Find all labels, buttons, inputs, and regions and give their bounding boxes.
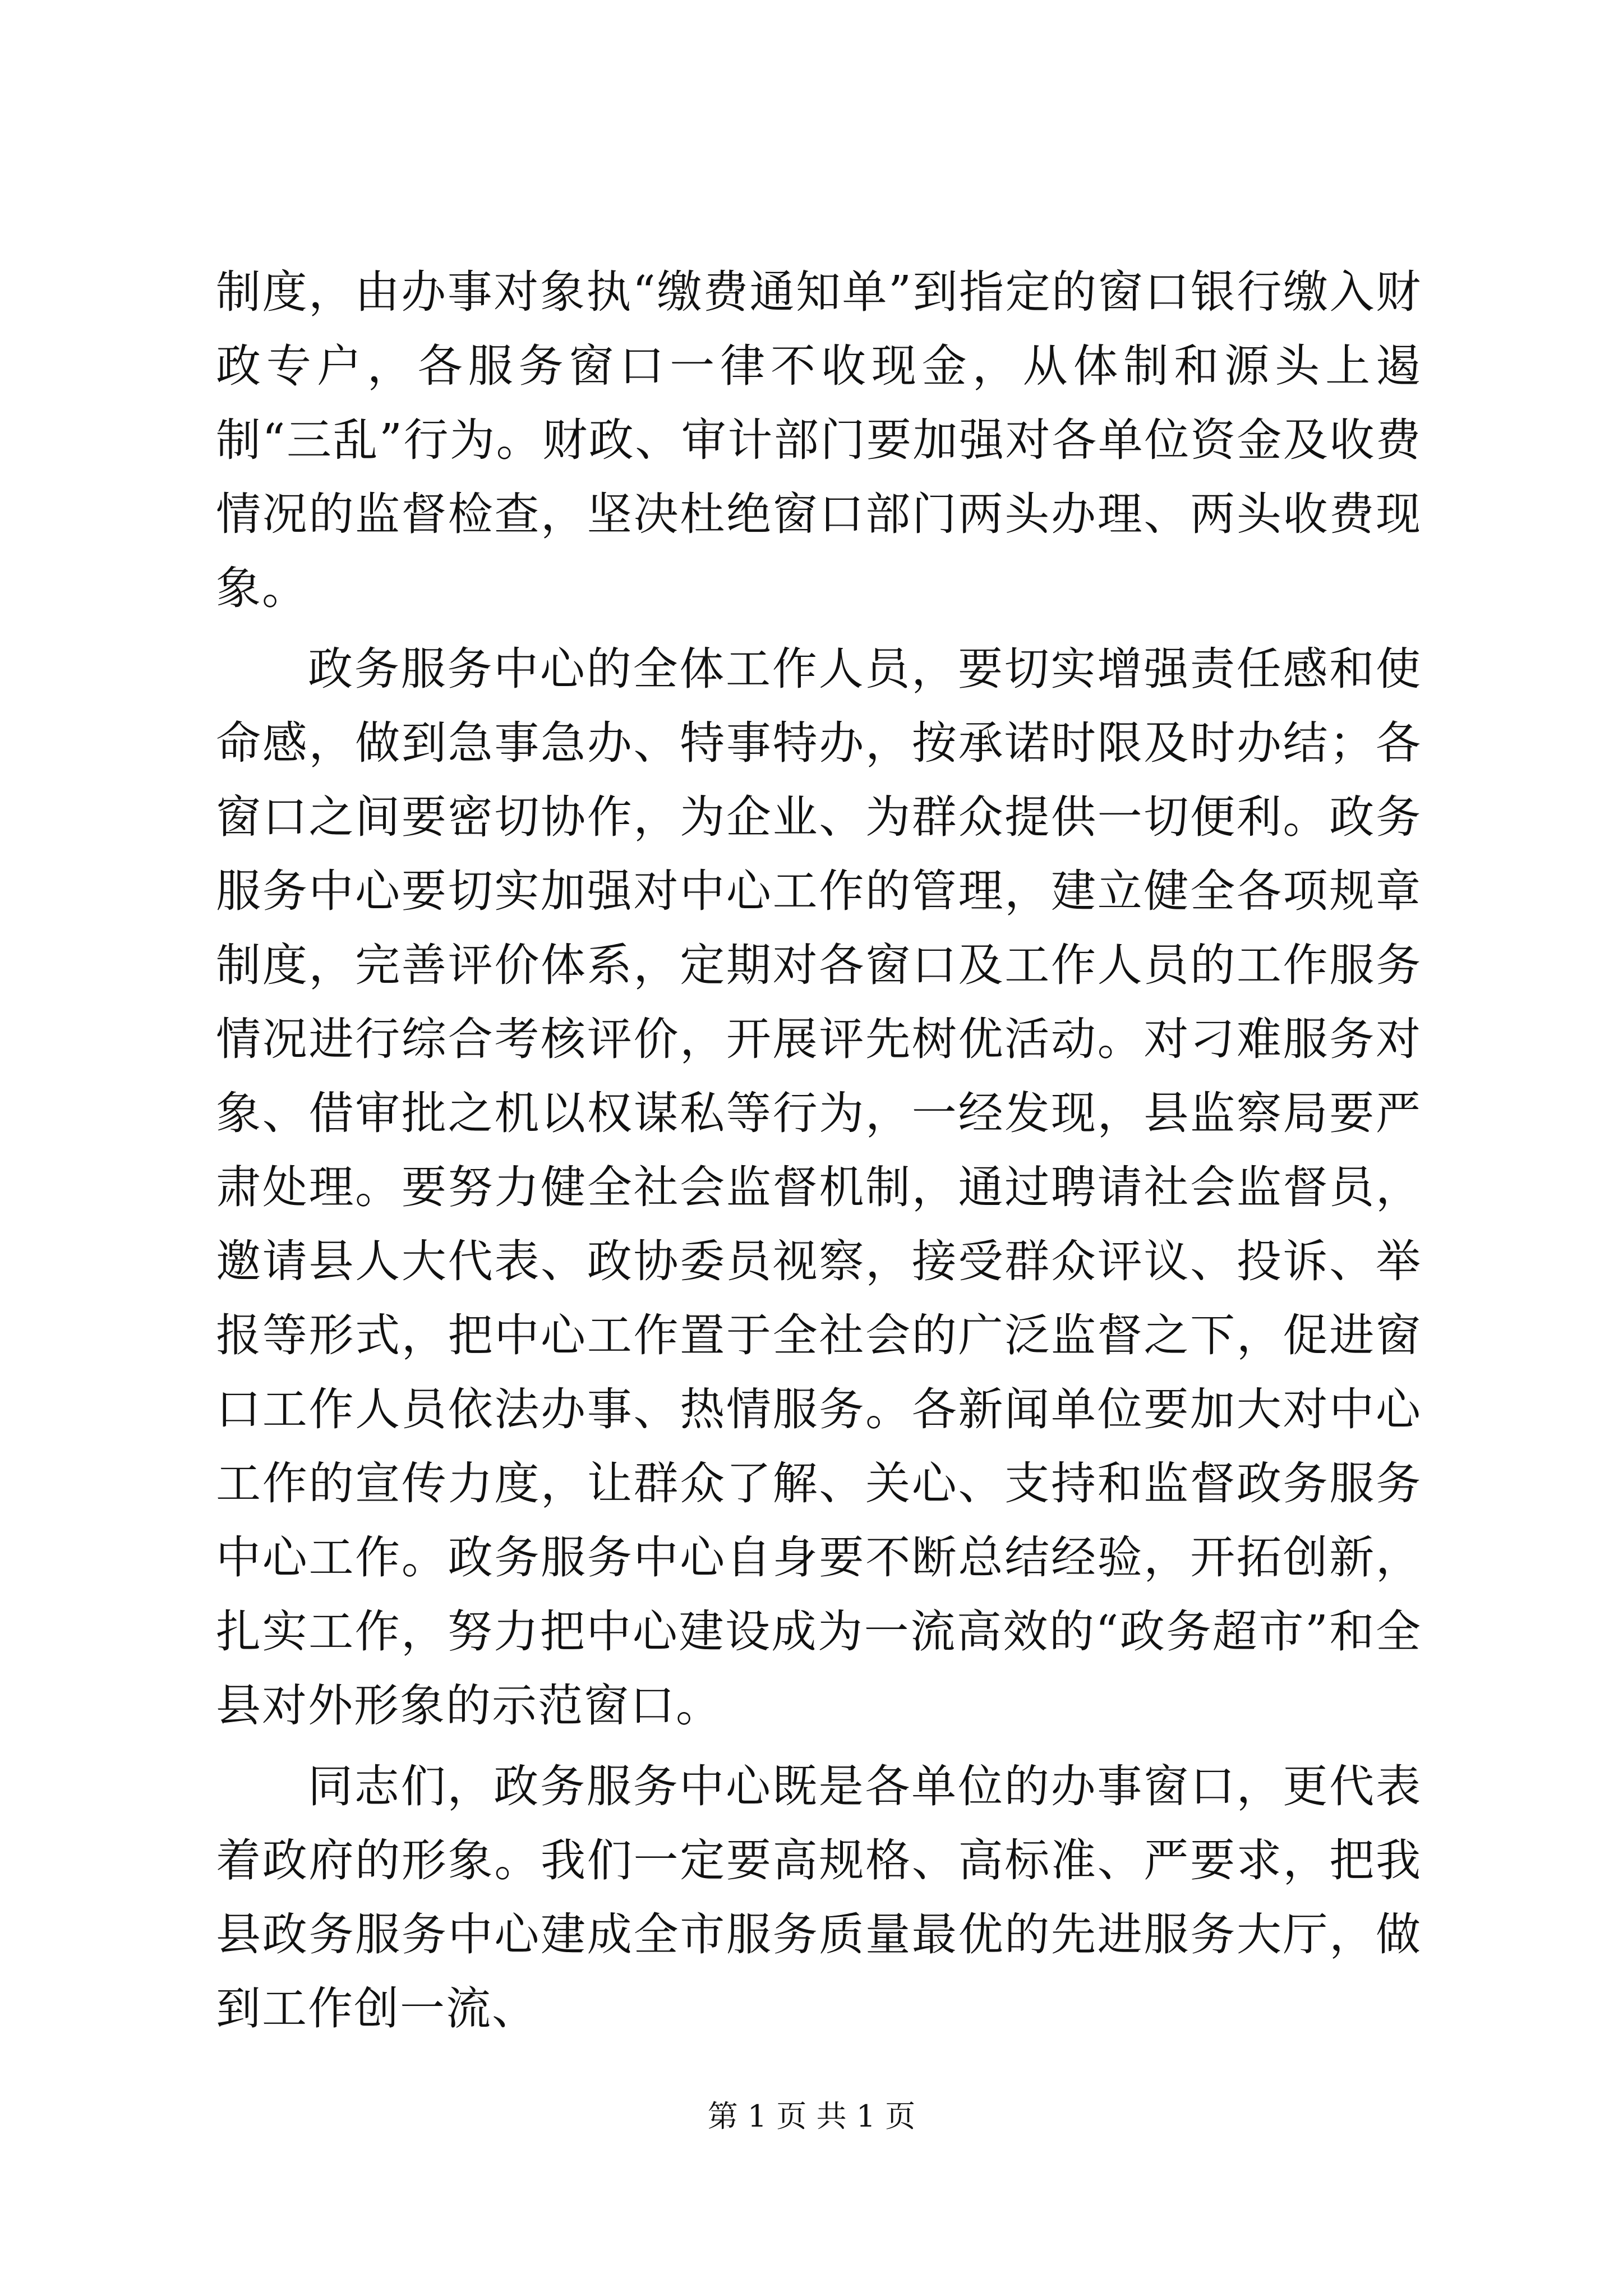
document-body: [216, 255, 1422, 2053]
paragraph-3: 同志们，政务服务中心既是各单位的办事窗口，更代表着政府的形象。我们一定要高规格、高标准、严要求，把我县政务服务中心建成全市服务质量最优的先进服务大厅，做到工作创一流、: [216, 1760, 1422, 2035]
page-footer: 第 1 页 共 1 页: [707, 2099, 916, 2134]
paragraph-2: 政务服务中心的全体工作人员，要切实增强责任感和使命感，做到急事急办、特事特办，按承诺时限及时办结；各窗口之间要密切协作，为企业、为群众提供一切便利。政务服务中心要切实加强对中心工作的管理，建立健全各项规章制度，完善评价体系，定期对各窗口及工作人员的工作服务情况进行综合考核评价，开展评先树优活动。对刁难服务对象、借审批之机以权谋私等行为，一经发现，县监察局要严肃处理。要努力健全社会监督机制，通过聘请社会监督员，邀请县人大代表、政协委员视察，接受群众评议、投诉、举报等形式，把中心工作置于全社会的广泛监督之下，促进窗口工作人员依法办事、热情服务。各新闻单位要加大对中心工作的宣传力度，让群众了解、关心、支持和监督政务服务中心工作。政务服务中心自身要不断总结经验，开拓创新，扎实工作，努力把中心建设成为一流高效的“政务超市”和全县对外形象的示范窗口。: [216, 643, 1422, 1732]
paragraph-1: 制度，由办事对象执“缴费通知单”到指定的窗口银行缴入财政专户，各服务窗口一律不收现金，从体制和源头上遏制“三乱”行为。财政、审计部门要加强对各单位资金及收费情况的监督检查，坚决杜绝窗口部门两头办理、两头收费现象。: [216, 266, 1422, 614]
